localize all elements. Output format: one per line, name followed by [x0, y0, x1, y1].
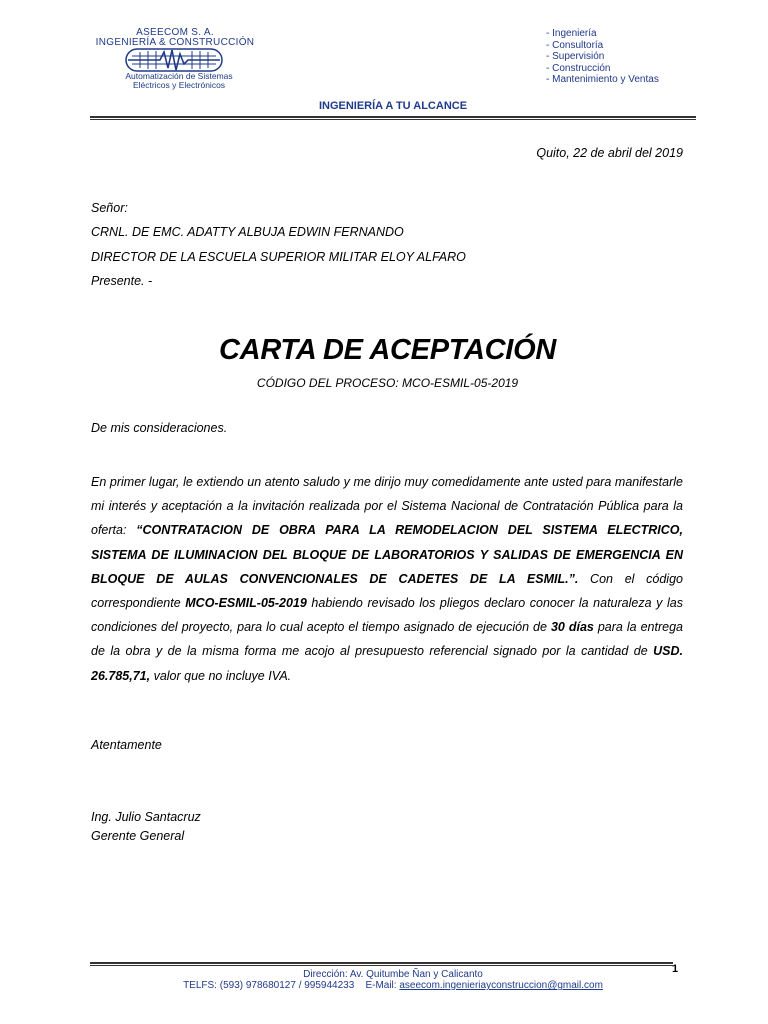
services-list: [546, 28, 659, 86]
footer-email-link[interactable]: aseecom.ingenieriayconstruccion@gmail.com: [399, 980, 603, 991]
service-item: - Consultoría: [546, 39, 604, 51]
salutation: Señor:: [91, 201, 128, 215]
footer-email-label: E-Mail:: [365, 980, 397, 991]
logo-subtitle: [104, 72, 254, 90]
body-paragraph: [91, 470, 683, 688]
paragraph-text: Con el código correspondiente: [91, 571, 683, 611]
recipient-title: DIRECTOR DE LA ESCUELA SUPERIOR MILITAR ELOY ALFARO: [91, 250, 466, 264]
service-item: - Mantenimiento y Ventas: [546, 74, 659, 85]
paragraph-bold-contract: “CONTRATACION DE OBRA PARA LA REMODELACION DEL SISTEMA ELECTRICO, SISTEMA DE ILUMINACION DEL BLOQUE DE LABORATORIOS Y SALIDAS DE EMERGENCIA EN BLOQUE DE AULAS CONVENCIONALES DE CADETES DE LA ESMIL.”.: [91, 523, 683, 586]
header-divider-thin: [90, 119, 696, 120]
header-divider: [90, 116, 696, 118]
footer-contact: [90, 969, 696, 991]
slogan: INGENIERÍA A TU ALCANCE: [318, 100, 468, 112]
signer-title: Gerente General: [91, 829, 185, 843]
service-item: - Ingeniería: [546, 28, 597, 39]
recipient-name: CRNL. DE EMC. ADATTY ALBUJA EDWIN FERNANDO: [91, 225, 404, 239]
footer-contact-line: [90, 980, 696, 991]
page-number: 1: [672, 963, 679, 975]
paragraph-text: En primer lugar, le extiendo un atento saludo y me dirijo muy comedidamente ante usted para manifestarle mi interés y aceptación a la invitación realizada por el Sistema Nacional de Contratación Pública para la oferta:: [91, 475, 683, 538]
footer-address: Dirección: Av. Quitumbe Ñan y Calicanto: [303, 969, 483, 980]
letter-date: Quito, 22 de abril del 2019: [536, 146, 683, 160]
paragraph-bold-days: 30 días: [550, 620, 594, 635]
presente: Presente. -: [91, 274, 153, 288]
process-code: CÓDIGO DEL PROCESO: MCO-ESMIL-05-2019: [256, 376, 519, 390]
company-name-line1: ASEECOM S. A.: [136, 27, 214, 38]
footer-divider-thin: [90, 965, 673, 966]
footer-phones: TELFS: (593) 978680127 / 995944233: [183, 980, 355, 991]
footer-divider: [90, 962, 673, 964]
company-name-line2: INGENIERÍA & CONSTRUCCIÓN: [95, 37, 255, 48]
greeting: De mis consideraciones.: [91, 421, 228, 435]
signer-name: Ing. Julio Santacruz: [91, 810, 201, 824]
logo-subtitle-line2: Eléctricos y Electrónicos: [132, 80, 226, 90]
company-logo-icon: [118, 46, 230, 74]
service-item: - Supervisión: [546, 51, 605, 62]
closing: Atentamente: [91, 738, 162, 752]
letter-title: CARTA DE ACEPTACIÓN: [219, 334, 556, 366]
company-name: [90, 28, 260, 48]
paragraph-text: valor que no incluye IVA.: [150, 668, 292, 683]
paragraph-bold-amount: USD. 26.785,71,: [91, 644, 683, 683]
logo-subtitle-line1: Automatización de Sistemas: [125, 71, 233, 81]
paragraph-bold-code: MCO-ESMIL-05-2019: [185, 596, 307, 611]
paragraph-text: para la entrega de la obra y de la misma forma me acojo al presupuesto referencial signado por la cantidad de: [91, 620, 684, 659]
service-item: - Construcción: [546, 62, 611, 74]
paragraph-text: habiendo revisado los pliegos declaro conocer la naturaleza y las condiciones del proyecto, para lo cual acepto el tiempo asignado de ejecución de: [91, 596, 683, 635]
